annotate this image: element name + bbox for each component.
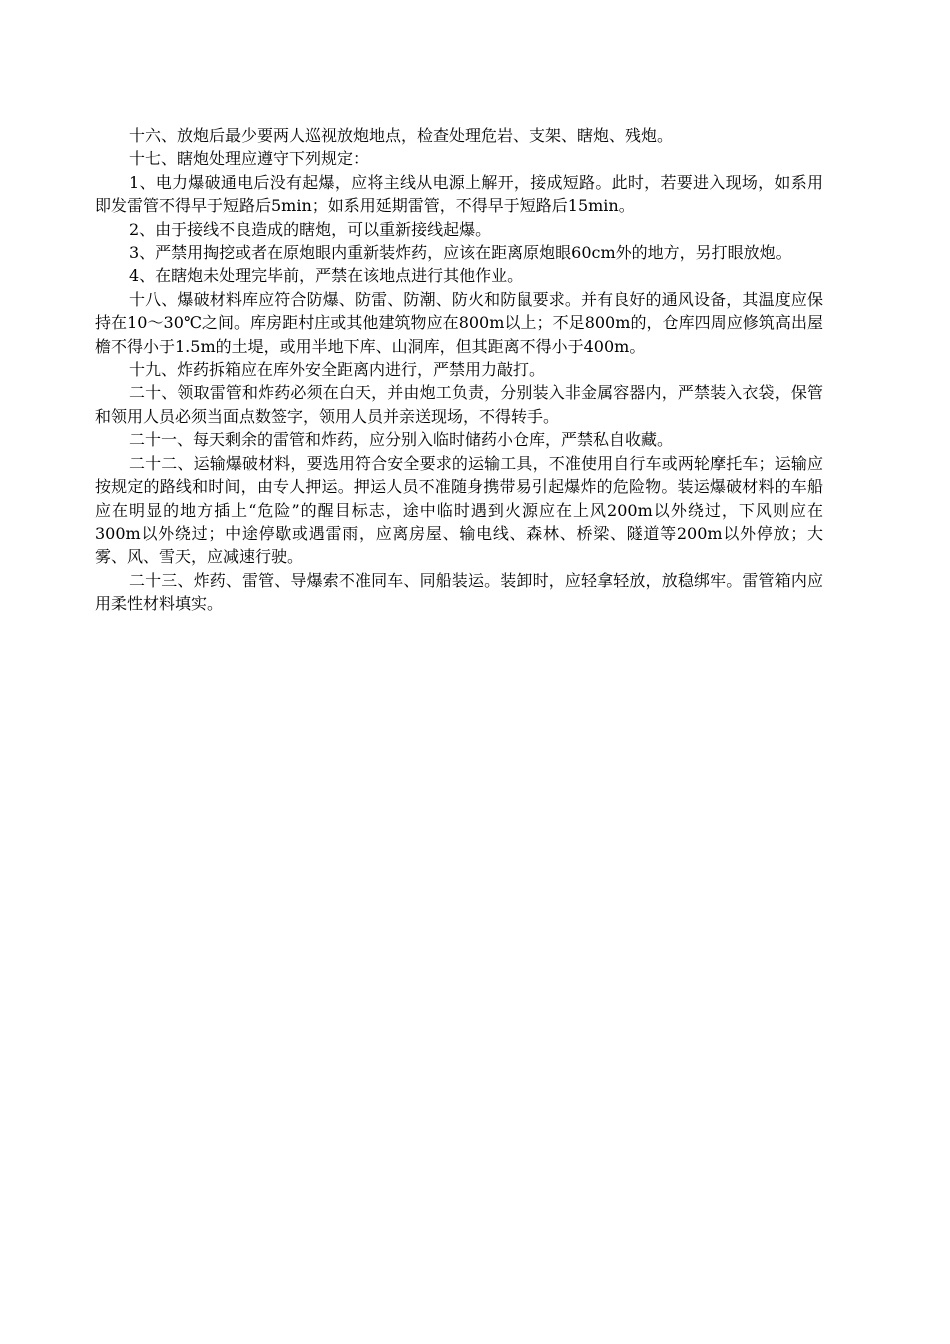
paragraph-22: 二十二、运输爆破材料，要选用符合安全要求的运输工具，不准使用自行车或两轮摩托车；运输应按规定的路线和时间，由专人押运。押运人员不准随身携带易引起爆炸的危险物。装运爆破材料的车船应在明显的地方插上“危险”的醒目标志，途中临时遇到火源应在上风200m以外绕过，下风则应在300m以外绕过；中途停歇或遇雷雨，应离房屋、输电线、森林、桥梁、隧道等200m以外停放；大雾、风、雪天，应减速行驶。 <box>95 453 823 567</box>
paragraph-17-item-1: 1、电力爆破通电后没有起爆，应将主线从电源上解开，接成短路。此时，若要进入现场，如系用即发雷管不得早于短路后5min；如系用延期雷管，不得早于短路后15min。 <box>95 172 823 216</box>
paragraph-17-item-3: 3、严禁用掏挖或者在原炮眼内重新装炸药，应该在距离原炮眼60cm外的地方，另打眼放炮。 <box>129 243 792 263</box>
paragraph-19: 十九、炸药拆箱应在库外安全距离内进行，严禁用力敲打。 <box>129 360 546 380</box>
paragraph-17: 十七、瞎炮处理应遵守下列规定： <box>129 149 370 169</box>
paragraph-20: 二十、领取雷管和炸药必须在白天，并由炮工负责，分别装入非金属容器内，严禁装入衣袋，保管和领用人员必须当面点数签字，领用人员并亲送现场，不得转手。 <box>95 383 823 426</box>
paragraph-17-item-2: 2、由于接线不良造成的瞎炮，可以重新接线起爆。 <box>129 219 492 239</box>
paragraph-21: 二十一、每天剩余的雷管和炸药，应分别入临时储药小仓库，严禁私自收藏。 <box>129 430 674 450</box>
paragraph-18: 十八、爆破材料库应符合防爆、防雷、防潮、防火和防鼠要求。并有良好的通风设备，其温度应保持在10～30℃之间。库房距村庄或其他建筑物应在800m以上；不足800m的，仓库四周应修筑高出屋檐不得小于1.5m的土堤，或用半地下库、山洞库，但其距离不得小于400m。 <box>95 289 823 356</box>
document-body <box>95 124 823 616</box>
paragraph-23: 二十三、炸药、雷管、导爆索不准同车、同船装运。装卸时，应轻拿轻放，放稳绑牢。雷管箱内应用柔性材料填实。 <box>95 570 823 614</box>
paragraph-16: 十六、放炮后最少要两人巡视放炮地点，检查处理危岩、支架、瞎炮、残炮。 <box>129 126 674 145</box>
paragraph-17-item-4: 4、在瞎炮未处理完毕前，严禁在该地点进行其他作业。 <box>129 266 524 286</box>
